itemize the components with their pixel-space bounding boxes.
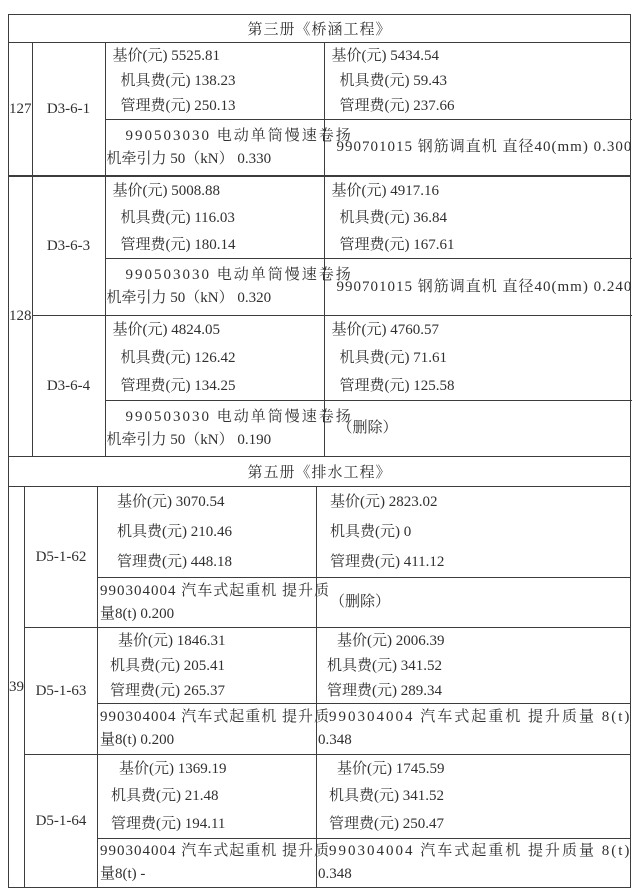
row-number: 39	[9, 678, 24, 695]
item-code: D3-6-4	[46, 377, 91, 394]
price-line: 机具费(元) 0	[330, 524, 412, 540]
machine-line: 量8(t) 0.200	[100, 732, 175, 748]
price-line: 基价(元) 1369.19	[119, 760, 227, 777]
price-line: 基价(元) 2823.02	[330, 494, 438, 510]
row-number: 128	[9, 308, 32, 324]
price-cell-left	[106, 316, 325, 400]
price-line: 机具费(元) 341.52	[327, 657, 442, 674]
price-line: 管理费(元) 289.34	[327, 682, 442, 699]
price-line: 机具费(元) 205.41	[110, 657, 225, 674]
volume-title: 第三册《桥涵工程》	[247, 22, 392, 38]
item-code: D5-1-63	[35, 682, 87, 699]
machine-cell-left	[106, 259, 353, 315]
table-row	[33, 43, 633, 175]
machine-line: 机牵引力 50（kN） 0.320	[106, 290, 272, 306]
machine-cell-left	[106, 120, 353, 175]
machine-cell-right	[317, 839, 631, 887]
machine-cell-left	[98, 839, 331, 887]
price-line: 基价(元) 1846.31	[118, 632, 226, 649]
machine-cell-left	[98, 578, 331, 627]
price-line: 管理费(元) 194.11	[111, 816, 226, 833]
machine-line: 990304004 汽车式起重机 提升质	[100, 843, 331, 859]
price-line: 管理费(元) 411.12	[330, 554, 445, 570]
price-row	[98, 487, 631, 578]
item-code-cell	[33, 177, 106, 315]
machine-row	[98, 578, 631, 627]
price-row	[106, 177, 633, 259]
machine-line: 990701015 钢筋调直机 直径40(mm) 0.300	[336, 139, 633, 155]
price-row	[98, 628, 631, 704]
volume-title: 第五册《排水工程》	[247, 465, 392, 481]
item-code-cell	[33, 316, 106, 456]
item-code: D5-1-64	[35, 812, 87, 829]
price-line: 管理费(元) 448.18	[117, 554, 232, 570]
price-line: 管理费(元) 180.14	[120, 236, 236, 253]
price-line: 基价(元) 5434.54	[331, 47, 439, 64]
table-row	[33, 177, 633, 316]
machine-line: 990701015 钢筋调直机 直径40(mm) 0.240	[336, 278, 633, 295]
price-line: 基价(元) 5525.81	[112, 47, 220, 64]
machine-line: 机牵引力 50（kN） 0.330	[106, 150, 272, 167]
deleted-note: （删除）	[337, 420, 398, 436]
price-line: 管理费(元) 125.58	[339, 378, 455, 394]
machine-row	[98, 839, 631, 887]
price-line: 机具费(元) 138.23	[120, 72, 236, 89]
table-group-128	[9, 177, 633, 457]
price-line: 机具费(元) 126.42	[120, 350, 236, 366]
machine-line: 量8(t) -	[100, 866, 146, 882]
price-line: 基价(元) 5008.88	[112, 182, 220, 199]
machine-cell-right	[325, 401, 633, 456]
price-cell-left	[98, 755, 317, 838]
price-line: 基价(元) 3070.54	[117, 494, 225, 510]
machine-line: 990503030 电动单筒慢速卷扬	[125, 408, 353, 425]
row-number-cell	[9, 177, 33, 456]
machine-line: 990304004 汽车式起重机 提升质量 8(t)	[329, 709, 632, 725]
volume-header-bridge	[9, 15, 630, 43]
price-line: 基价(元) 2006.39	[337, 632, 445, 649]
price-cell-left	[98, 628, 317, 703]
table-row	[25, 755, 631, 887]
price-line: 基价(元) 1745.59	[337, 760, 445, 777]
price-cell-right	[325, 316, 633, 400]
item-code: D3-6-1	[46, 100, 91, 117]
price-cell-left	[98, 487, 317, 577]
table-row	[25, 487, 631, 628]
machine-line: 990503030 电动单筒慢速卷扬	[125, 127, 353, 144]
item-code-cell	[33, 43, 106, 175]
item-code: D3-6-3	[46, 237, 91, 254]
volume-header-drainage	[9, 457, 630, 487]
machine-row	[98, 704, 631, 754]
price-line: 管理费(元) 167.61	[339, 236, 455, 253]
price-cell-right	[317, 628, 631, 703]
price-line: 管理费(元) 250.47	[329, 816, 444, 833]
item-code: D5-1-62	[35, 548, 87, 565]
price-cell-right	[317, 755, 631, 838]
machine-line: 990503030 电动单筒慢速卷扬	[125, 267, 353, 283]
machine-cell-right	[325, 259, 633, 315]
price-line: 机具费(元) 341.52	[329, 788, 444, 805]
price-line: 管理费(元) 265.37	[110, 682, 225, 699]
price-row	[98, 755, 631, 839]
price-line: 基价(元) 4824.05	[112, 322, 220, 338]
price-row	[106, 43, 633, 120]
row-number: 127	[9, 100, 32, 117]
item-code-cell	[25, 755, 98, 887]
machine-cell-left	[106, 401, 353, 456]
machine-row	[106, 120, 633, 175]
table-group-39	[9, 487, 630, 887]
machine-cell-right	[325, 120, 633, 175]
price-line: 机具费(元) 210.46	[117, 524, 232, 540]
machine-line: 990304004 汽车式起重机 提升质量 8(t)	[329, 843, 632, 859]
machine-line: 量8(t) 0.200	[100, 605, 175, 622]
machine-line: 机牵引力 50（kN） 0.190	[106, 431, 272, 448]
price-line: 机具费(元) 59.43	[339, 72, 447, 89]
deleted-note: （删除）	[330, 594, 391, 610]
price-line: 管理费(元) 134.25	[120, 378, 236, 394]
machine-cell-left	[98, 704, 331, 754]
table-row	[25, 628, 631, 755]
row-number-cell	[9, 487, 25, 887]
price-line: 机具费(元) 116.03	[120, 209, 235, 226]
price-row	[106, 316, 633, 401]
price-cell-left	[106, 177, 325, 258]
price-cell-right	[325, 177, 633, 258]
price-line: 管理费(元) 237.66	[339, 98, 455, 115]
machine-cell-right	[317, 578, 631, 627]
table-row	[33, 316, 633, 456]
machine-line: 990304004 汽车式起重机 提升质	[100, 709, 331, 725]
machine-line: 0.348	[318, 732, 352, 748]
price-cell-right	[325, 43, 633, 119]
cost-comparison-table	[8, 14, 631, 888]
price-line: 机具费(元) 71.61	[339, 350, 447, 366]
price-line: 管理费(元) 250.13	[120, 98, 236, 115]
row-number-cell	[9, 43, 33, 175]
machine-line: 0.348	[318, 866, 352, 882]
machine-cell-right	[317, 704, 631, 754]
machine-row	[106, 401, 633, 456]
price-line: 机具费(元) 21.48	[111, 788, 219, 805]
price-cell-left	[106, 43, 325, 119]
machine-row	[106, 259, 633, 315]
machine-line: 990304004 汽车式起重机 提升质	[100, 582, 331, 599]
price-line: 基价(元) 4917.16	[331, 182, 439, 199]
item-code-cell	[25, 628, 98, 754]
item-code-cell	[25, 487, 98, 627]
price-line: 机具费(元) 36.84	[339, 209, 447, 226]
table-group-127	[9, 43, 633, 177]
price-line: 基价(元) 4760.57	[331, 322, 439, 338]
price-cell-right	[317, 487, 631, 577]
